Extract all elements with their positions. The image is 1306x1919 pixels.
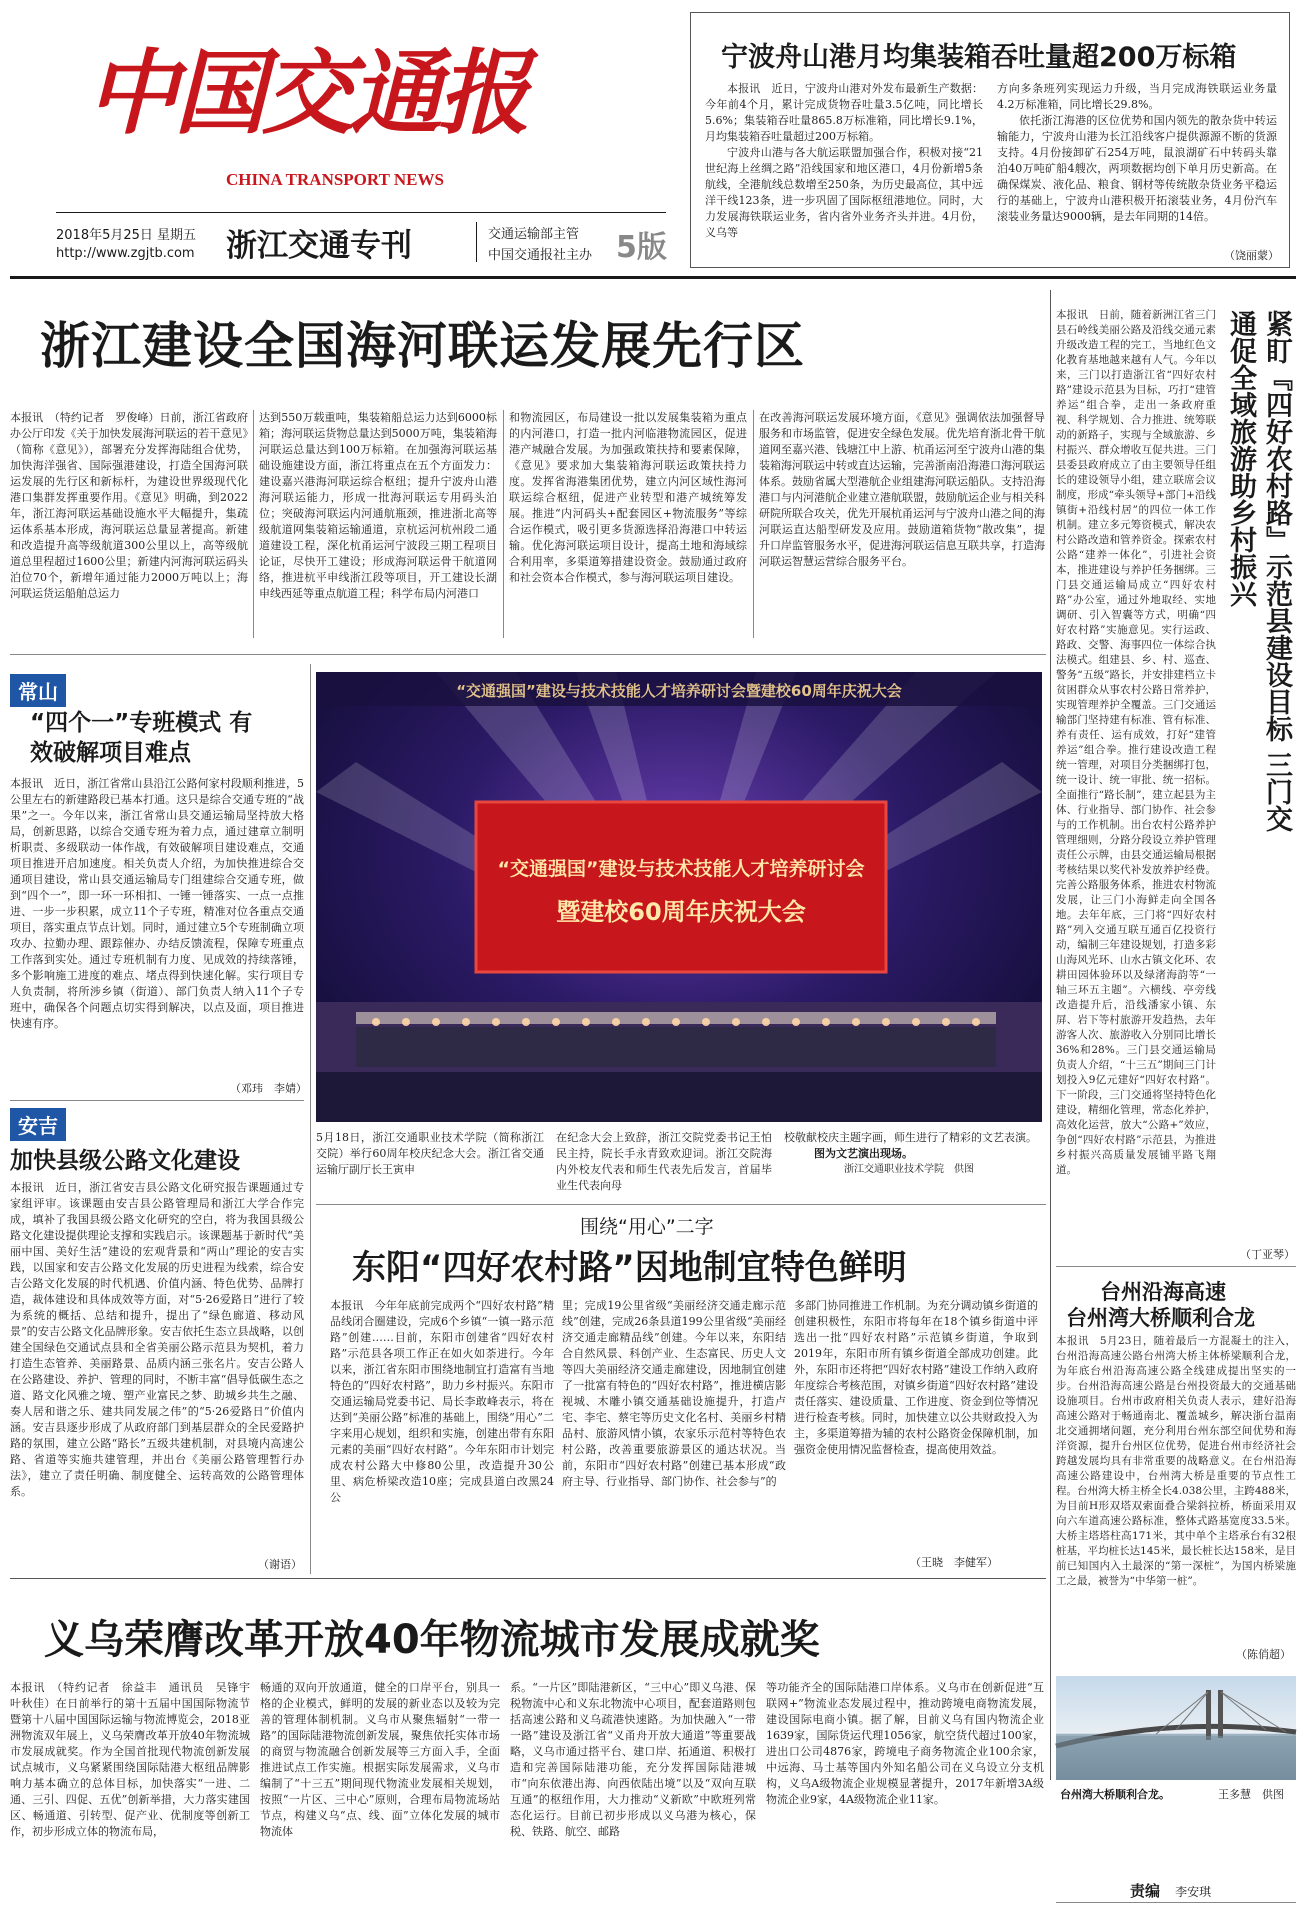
event-photo: [316, 672, 1042, 1122]
anji-headline: 加快县级公路文化建设: [10, 1148, 240, 1174]
issue-date: 2018年5月25日 星期五: [56, 228, 197, 243]
bridge-illustration: [1056, 1676, 1296, 1780]
main-col-divider-3: [753, 410, 754, 638]
dongyang-col-1: 本报讯 今年年底前完成两个“四好农村路”精品线闭合圈建设，完成6个乡镇“一镇一路示范路”创建……目前，东阳市创建省“四好农村路”示范县各项工作正在如火如荼进行。今年以来，浙江省东阳市围绕地制宜打造富有当地特色的“四好农村路”，助力乡村振兴。东阳市交通运输局党委书记、局长李敢峰表示，将在达到“美丽公路”标准的基础上，围绕“用心”二字来用心规划，组织和实施，创建出带有东阳元素的美丽“四好农村路”。今年东阳市计划完成农村公路大中修80公里，改造提升30公里、病危桥梁改造10座；完成县道白改黑24公: [330, 1299, 554, 1504]
top-right-col-1: [705, 81, 983, 266]
top-right-col-1-p2: 宁波舟山港与各大航运联盟加强合作，积极对接“21世纪海上丝绸之路”沿线国家和地区港口，4月份新增5条航线，全港航线总数增至250条，为历史最高位，其中远洋干线123条，进一步巩固了国际枢纽港地位。同时，大力发展海铁联运业务，省内省外业务齐头并进。4月份，义乌等: [705, 146, 983, 239]
main-col-2: 达到550万载重吨，集装箱船总运力达到6000标箱；海河联运货物总量达到5000万吨，集装箱海河联运总量达到100万标箱。在加强海河联运基础设施建设方面，浙江将重点在五个方面发力：建设嘉兴港海河联运综合枢纽；提升宁波舟山港海河联运能力，形成一批海河联运专用码头泊位；突破海河联运内河通航瓶颈，推进浙北高等级航道网集装箱运输通道，京杭运河杭州段二通道建设工程，深化杭甬运河宁波段三期工程项目论证，尽快开工建设；形成海河联运骨干航道网络，推进杭平申线浙江段等项目，开工建设长湖申线西延等重点航道工程；科学布局内河港口: [259, 411, 497, 600]
yiwu-col-3: 系。“一片区”即陆港新区，“三中心”即义乌港、保税物流中心和义东北物流中心项目，配套道路则包括高速公路和义乌疏港快速路。为加快融入“一带一路”建设及浙江省“义甬舟开放大通道”等重要战略，义乌市通过搭平台、建口岸、拓通道、积极打造和完善国际陆港功能，充分发挥国际陆港城市“向东依港出海、向西依陆出境”以及“双向互联互通”的枢纽作用，大力推动“义新欧”中欧班列常态化运行。目前已初步形成以义乌港为核心，保税、铁路、航空、邮路: [510, 1681, 756, 1838]
taizhou-photo-caption: 台州湾大桥顺利合龙。: [1060, 1788, 1170, 1801]
editor-credit: [1130, 1880, 1211, 1901]
left-column-divider: [310, 664, 311, 1574]
taizhou-headline-1: 台州沿海高速: [1100, 1280, 1226, 1304]
newspaper-logo: 中国交通报: [86, 39, 527, 147]
dongyang-kicker: 围绕“用心”二字: [580, 1216, 714, 1238]
yiwu-col-1: 本报讯 （特约记者 徐益丰 通讯员 吴锋宇 叶秋佳）在日前举行的第十五届中国国际物流节暨第十八届中国国际运输与物流博览会，2018亚洲物流双年展上，义乌荣膺改革开放40年物流城市发展成就奖。作为全国首批现代物流创新发展试点城市，义乌紧紧围绕国际陆港大枢纽品牌影响力基本确立的总体目标，加快落实“一进、二通、三引、四促、五优”创新举措，大力落实建国区、畅通道、引转型、促产业、优制度等创新工作，初步形成立体的物流布局，: [10, 1681, 261, 1838]
newspaper-logo-en: CHINA TRANSPORT NEWS: [226, 170, 444, 189]
dongyang-col-2: 里；完成19公里省级“美丽经济交通走廊示范线”创建，完成26条县道199公里省级“美丽经济交通走廊精品线”创建。今年以来，东阳结合自然风景、科创产业、生态富民、历史人文等四大美丽经济交通走廊建设，因地制宜创建了一批富有特色的“四好农村路”，推进横店影视城、木雕小镇交通基础设施提升，打造卢宅、李宅、蔡宅等历史文化名村、美丽乡村精品村、旅游风情小镇，农家乐示范村等特色农村公路，改善重要旅游景区的通达状况。当前，东阳市“四好农村路”创建已基本形成“政府主导、行业指导、部门协作、社会参与”的: [562, 1299, 786, 1488]
special-edition-title: 浙江交通专刊: [226, 228, 412, 264]
masthead-divider: [56, 212, 666, 213]
main-col-4: 在改善海河联运发展环境方面，《意见》强调依法加强督导服务和市场监管，促进安全绿色发展。优先培育浙北骨干航道网至嘉兴港、钱塘江中上游、杭甬运河至宁波舟山港的集装箱海河联运中转或直达运输，完善浙南沿海港口海河联运体系。鼓励省属大型港航企业组建海河联运船队。支持沿海港口与内河港航企业建立港航联盟，鼓励航运企业与相关科研院所联合攻关，优先开展杭甬运河与宁波舟山港之间的海河联运直达船型研发及应用。鼓励道箱货物“散改集”，提升口岸监管服务水平，促进海河联运信息互联共享，打造海河联运智慧运营综合服务平台。: [759, 411, 1045, 568]
editor-name: 李安琪: [1175, 1885, 1212, 1899]
changshan-text: 本报讯 近日，浙江省常山县沿江公路何家村段顺利推进，5公里左右的新建路段已基本打通。这只是综合交通专班的“战果”之一。今年以来，浙江省常山县交通运输局坚持放大格局，创新思路，以综合交通专班为着力点，通过建章立制明析职责、多级联动一体作战，有效破解项目建设难点，交通项目推进开启加速度。相关负责人介绍，为加快推进综合交通项目建设，常山县交通运输局专门组建综合交通专班，做到“四个一”，即一环一环相扣、一锤一锤落实、一点一点推进、一步一步积累，成立11个子专班，精准对位各重点交通项目，落实重点节点计划。同时，通过建立5个专班制确立项攻办、拉勤办理、跟踪催办、办结反馈流程，保障专班重点工作落到实处。通过专班机制有力度、见成效的持续落锤，多个影响施工进度的难点、堵点得到快速化解。实行项目专人负责制，将所涉乡镇（街道）、部门负责人纳入11个子专班中，确保各个问题点切实得到解决，以点及面，项目推进快速有序。: [10, 777, 304, 1030]
yiwu-col-2: 畅通的双向开放通道，健全的口岸平台，别具一格的企业模式，鲜明的发展的新业态以及较为完善的管理体制机制。义乌市从聚焦辐射“一带一路”的国际陆港物流创新发展，聚焦依托实体市场的商贸与物流融合创新发展等三方面入手，全面推进试点工作实施。根据实际发展需求，义乌市编制了“十三五”期间现代物流业发展相关规划，按照“一片区、三中心”原则，合理布局物流场站节点，构建义乌“点、线、面”立体化发展的城市物流体: [260, 1681, 500, 1838]
dongyang-headline: 东阳“四好农村路”因地制宜特色鲜明: [352, 1248, 907, 1288]
sanmen-body: 本报讯 日前，随着新洲江省三门县石岭线美丽公路及沿线交通元素升级改造工程的完工，当地红色文化教育基地越来越有人气。今年以来，三门以打造浙江省“四好农村路”建设示范县为目标，巧打“建管养运”组合拳，走出一条政府重视、科学规划、合力推进、统筹联动的新路子，实现与全域旅游、乡村振兴、群众增收互促共进。三门县委县政府成立了由主要领导任组长的建设领导小组，建立联席会议制度，形成“牵头领导+部门+沿线镇街+沿线村居”的四位一体工作机制。建立多元筹资模式，解决农村公路改造和管养资金。探索农村公路“建养一体化”，引进社会资本，推进建设与养护任务捆绑。三门县交通运输局成立“四好农村路”办公室，通过外地取经、实地调研、引入智囊等方式，明确“四好农村路”实施意见。实行运政、路政、交警、海事四位一体综合执法模式。组建县、乡、村、巡查、警务“五级”路长，并安排建档立卡贫困群众从事农村公路日常养护，实现管理养护全覆盖。三门交通运输部门坚持建有标准、管有标准、养有责任、运有成效，打好“建管养运”组合拳。推行建设改造工程统一管理，对项目分类捆绑打包，统一设计、统一审批、统一招标。全面推行“路长制”，建立起县为主体、行业指导、部门协作、社会参与的工作机制。出台农村公路养护管理细则，分路分段设立养护管理责任公示牌，由县交通运输局根据考核结果以奖代补发放养护经费。完善公路服务体系，推进农村物流发展，让三门小海鲜走向全国各地。去年年底，三门将“四好农村路”列入交通互联互通百亿投资行动，编制三年建设规划，打造多彩山海风光环、山水古镇文化环、农耕田园体验环以及绿渚海韵等“一轴三环五主题”。六横线、亭旁线改造提升后，沿线潘家小镇、东屏、岩下等村旅游开发趋热，去年游客人次、旅游收入分别同比增长36%和28%。三门县交通运输局负责人介绍，“十三五”期间三门计划投入9亿元建好“四好农村路”。下一阶段，三门交通将坚持特色化建设，精细化管理，常态化养护，高效化运营，放大“公路+”效应，争创“四好农村路”示范县，为推进乡村振兴高质量发展铺平路飞翔道。: [1056, 309, 1216, 1176]
page-number: 5版: [616, 230, 667, 265]
sponsor-line-1: 交通运输部主管: [488, 227, 580, 242]
yiwu-headline: 义乌荣膺改革开放40年物流城市发展成就奖: [44, 1617, 820, 1663]
photo-stage-banner-2: 暨建校60周年庆祝大会: [556, 898, 806, 926]
top-right-col-1-p1: 本报讯 近日，宁波舟山港对外发布最新生产数据：今年前4个月，累计完成货物吞吐量3.5亿吨，同比增长5.6%；集装箱吞吐量865.8万标准箱，同比增长9.1%，月均集装箱吞吐量超过200万标箱。: [705, 82, 983, 143]
sanmen-bottom-rule: [1056, 1266, 1296, 1267]
taizhou-byline: （陈俏超）: [1236, 1648, 1291, 1661]
sponsor-line-2: 中国交通报社主办: [488, 248, 593, 263]
dongyang-col-3: 多部门协同推进工作机制。为充分调动镇乡街道的创建积极性，东阳市将每年在18个镇乡街道中评选出一批“四好农村路”示范镇乡街道，争取到2019年，东阳市所有镇乡街道全部成功创建。此外，东阳市还将把“四好农村路”建设工作纳入政府年度综合考核范围，对镇乡街道“四好农村路”建设责任落实、建设质量、工作进度、资金到位等情况进行检查考核。同时，加快建立以公共财政投入为主，多渠道筹措为辅的农村公路资金保障机制，加强资金使用情况监督检查，提高使用效益。: [794, 1299, 1038, 1456]
editor-label: 责编: [1130, 1882, 1161, 1900]
photo-caption-2: 在纪念大会上致辞，浙江交院党委书记王怕民主持，院长手永青致欢迎词。浙江交院海内外校友代表和师生代表先后发言，首届毕业生代表向母: [556, 1131, 772, 1192]
changshan-tag: 常山: [10, 674, 66, 707]
dongyang-bottom-rule: [10, 1578, 1046, 1579]
photo-credit-2: 浙江交通职业技术学院 供图: [844, 1164, 974, 1175]
photo-bottom-rule: [316, 1204, 1046, 1205]
anji-byline: （谢语）: [258, 1558, 302, 1571]
changshan-headline-text: “四个一”专班模式 有效破解项目难点: [30, 710, 253, 766]
top-right-story: [690, 12, 1290, 268]
top-right-headline: 宁波舟山港月均集装箱吞吐量超200万标箱: [721, 42, 1237, 73]
top-section-rule: [10, 276, 1296, 279]
photo-stage-banner-1: “交通强国”建设与技术技能人才培养研讨会: [497, 858, 865, 880]
right-column-divider: [1050, 290, 1051, 1780]
anji-tag: 安吉: [10, 1108, 66, 1141]
taizhou-photo-credit: 王多慧 供图: [1218, 1788, 1284, 1801]
footer-rule: [1056, 1902, 1296, 1903]
photo-caption-1: 5月18日，浙江交通职业技术学院（简称浙江交院）举行60周年校庆纪念大会。浙江省交通运输厅副厅长王寅申: [316, 1131, 544, 1176]
taizhou-headline-2: 台州湾大桥顺利合龙: [1066, 1306, 1255, 1330]
changshan-headline: [30, 708, 270, 768]
main-col-divider-1: [253, 410, 254, 638]
top-right-byline: （饶丽蒙）: [1220, 247, 1279, 263]
sanmen-byline: （丁亚琴）: [1240, 1248, 1295, 1261]
changshan-bottom-rule: [10, 1100, 304, 1101]
photo-credit-1: 图为文艺演出现场。: [814, 1147, 913, 1160]
top-right-col-2-p1: 方向多条班列实现运力升级，当月完成海铁联运业务量4.2万标准箱，同比增长29.8%。: [997, 82, 1277, 111]
main-col-1: 本报讯 （特约记者 罗俊峰）日前，浙江省政府办公厅印发《关于加快发展海河联运的若干意见》（简称《意见》），部署充分发挥海陆组合优势，加快海洋强省、国际强港建设，打造全国海河联运发展的先行区和新标杆，为建设世界级现代化港口集群发挥重要作用。《意见》明确，到2022年，浙江海河联运基础设施水平大幅提升，集疏运体系基本形成，海河联运总量显著提高。新建和改造提升高等级航道300公里以上，高等级航道总里程超过1600公里；新建内河海河联运码头泊位70个，新增年通过能力2000万吨以上；海河联运货运船舶总运力: [10, 411, 248, 600]
sanmen-headline: [1222, 310, 1300, 850]
main-headline: 浙江建设全国海河联运发展先行区: [40, 317, 805, 375]
photo-caption-3-wrap: [784, 1130, 1040, 1194]
taizhou-text: 本报讯 5月23日，随着最后一方混凝土的注入，台州沿海高速公路台州湾大桥主体桥梁顺利合龙，为年底台州沿海高速公路全线建成提出坚实的一步。台州沿海高速公路是台州投资最大的交通基础设施项目。台州市政府相关负责人表示，建好沿海高速公路对于畅通南北、覆盖城乡，解决浙台温南北交通拥堵问题，充分利用台州东部空间优势和海洋资源，提升台州区位优势，促进台州市经济社会跨越发展均具有非常重要的战略意义。在台州沿海高速公路建设中，台州湾大桥是重要的节点性工程。台州湾大桥主桥全长4.038公里，主跨488米，为目前H形双塔双索面叠合梁斜拉桥，桥面采用双向六车道高速公路标准，整体式路基宽度33.5米。大桥主塔塔柱高171米，其中单个主塔承台有32根桩基，平均桩长达145米，最长桩长达158米，是目前已知国内入土最深的“第一深桩”，为国内桥梁施工之最，被誉为“中华第一桩”。: [1056, 1335, 1296, 1587]
website-url[interactable]: http://www.zgjtb.com: [56, 246, 195, 261]
top-right-col-2: [997, 81, 1277, 266]
yiwu-col-4: 等功能齐全的国际陆港口岸体系。义乌市在创新促进“互联网+”物流业态发展过程中，推动跨境电商物流发展，建设国际电商小镇。据了解，目前义乌有国内物流企业1639家，国际货运代理1056家，航空货代超过100家，进出口公司4876家，跨境电子商务物流企业100余家，中远海、马士基等国内外知名船公司在义乌设立分支机构，义乌A级物流企业规模显著提升，2017年新增3A级物流企业9家，4A级物流企业11家。: [766, 1681, 1044, 1806]
main-col-3: 和物流园区，布局建设一批以发展集装箱为重点的内河港口，打造一批内河临港物流园区，促进港产城融合发展。为加强政策扶持和要素保障，《意见》要求加大集装箱海河联运政策扶持力度。发挥省海港集团优势，建立内河区域性海河联运综合枢纽，促进产业转型和港产城统筹发展。推进“内河码头+配套园区+物流服务”等综合运作模式，吸引更多货源选择沿海港口中转运输。优化海河联运项目设计，提高土地和海域综合利用率，多渠道筹措建设资金。鼓励通过政府和社会资本合作模式，参与海河联运项目建设。: [509, 411, 747, 584]
masthead-vdivider: [476, 222, 477, 262]
photo-top-banner: “交通强国”建设与技术技能人才培养研讨会暨建校60周年庆祝大会: [456, 682, 902, 700]
main-col-divider-2: [503, 410, 504, 638]
masthead: [56, 10, 667, 266]
top-right-col-2-p2: 依托浙江海港的区位优势和国内领先的散杂货中转运输能力，宁波舟山港为长江沿线客户提供源源不断的货源支持。4月份接卸矿石254万吨，鼠浪湖矿石中转码头靠泊40万吨矿船4艘次，两项数据均创下单月历史新高。在确保煤炭、液化品、粮食、钢材等传统散杂货业务平稳运行的基础上，宁波舟山港积极开拓滚装业务，4月份汽车滚装业务量达9000辆，是去年同期的14倍。: [997, 114, 1277, 223]
dongyang-byline: （王晓 李健军）: [910, 1556, 998, 1569]
sanmen-text-top: [1056, 308, 1216, 1258]
anji-text: 本报讯 近日，浙江省安吉县公路文化研究报告课题通过专家组评审。该课题由安吉县公路管理局和浙江大学合作完成，填补了我国县级公路文化研究的空白，将为我国县级公路文化建设提供理论支撑和实践启示。该课题基于新时代“美丽中国、美好生活”建设的宏观背景和“两山”理论的安吉实践，以国家和安吉公路文化发展的历史进程为线索，综合安吉公路文化发展的时代机遇、价值内涵、特色优势、品牌打造，裁体建设和具体成效等方面，对“5·26爱路日”进行了较为系统的概括、总结和提升，提出了“绿色廊道、移动风景”的安吉公路文化品牌形象。安吉依托生态立县战略，以创建全国绿色交通试点县和全省美丽公路示范县为契机，着力打造生态管养、美丽路景、品质内涵三张名片。安吉公路人在公路建设、养护、管理的同时，不断丰富“倡导低碳生态之道、路文化风雅之境、塑产业富民之梦、助城乡共生之融、奏人居和谐之乐、建共同发展之伟”的“5·26爱路日”价值内涵。安吉县逐步形成了从政府部门到基层群众的全民爱路护路的氛围，建立公路“路长”五级共建机制，对县境内高速公路、省道等实施共建管理，并出台《美丽公路管理暂行办法》，建立了责任明确、制度健全、运转高效的公路管理体系。: [10, 1181, 304, 1498]
taizhou-bridge-photo: [1056, 1676, 1296, 1780]
sanmen-headline-text: 紧盯『四好农村路』示范县建设目标 三门交通促全域旅游助乡村振兴: [1225, 310, 1292, 833]
photo-caption-3: 校敬献校庆主题字画，师生进行了精彩的文艺表演。: [784, 1131, 1037, 1144]
main-bottom-rule: [10, 654, 1046, 655]
changshan-byline: （邓玮 李婧）: [230, 1082, 307, 1095]
